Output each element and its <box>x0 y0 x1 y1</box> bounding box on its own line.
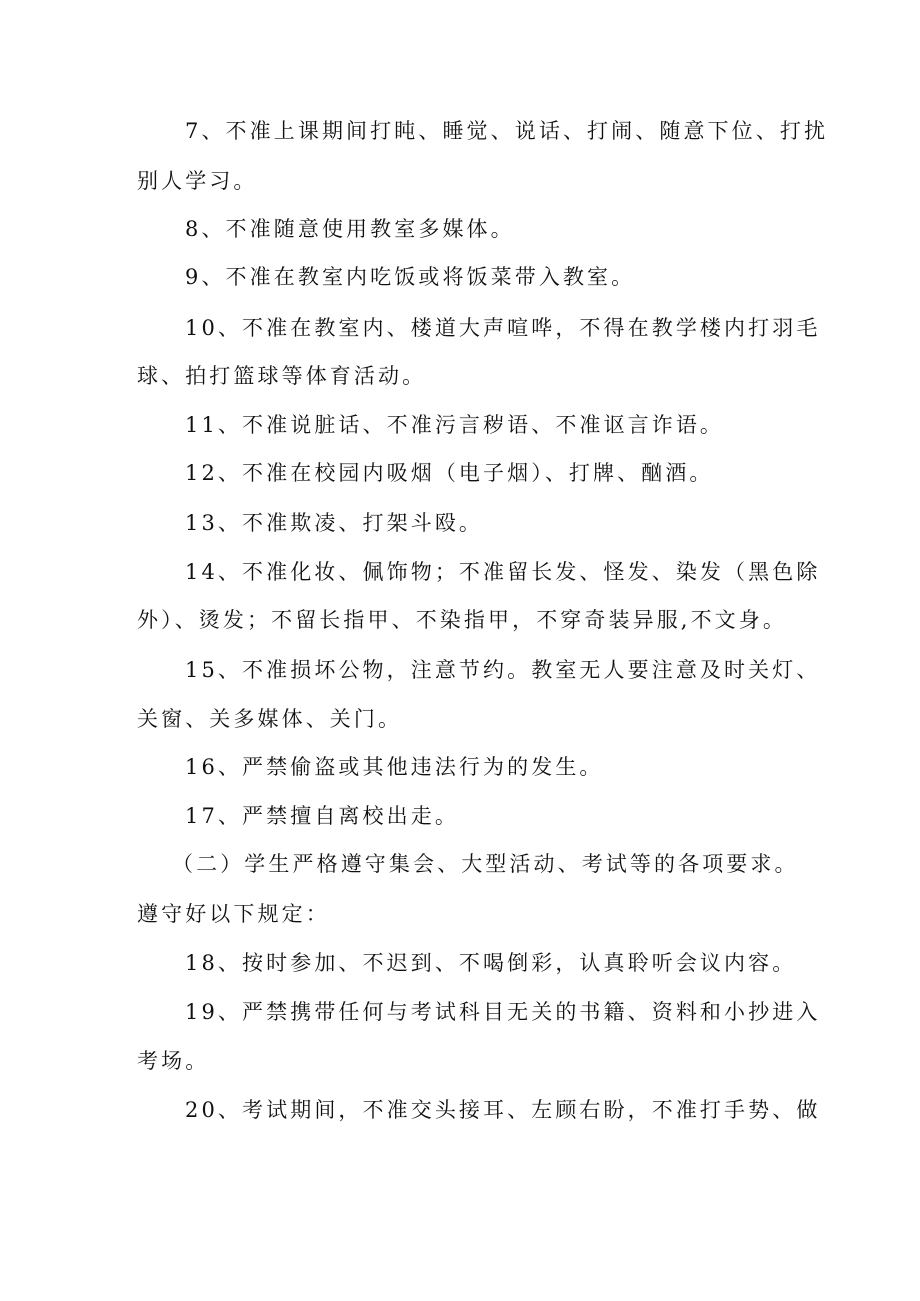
paragraph-19-line-1: 19、严禁携带任何与考试科目无关的书籍、资料和小抄进入 <box>185 1000 821 1024</box>
paragraph-18: 18、按时参加、不迟到、不喝倒彩，认真聆听会议内容。 <box>185 951 797 975</box>
paragraph-14-line-2: 外）、烫发；不留长指甲、不染指甲，不穿奇装异服,不文身。 <box>137 608 787 632</box>
section-2-heading-line-2: 遵守好以下规定： <box>137 902 330 926</box>
paragraph-17: 17、严禁擅自离校出走。 <box>185 804 459 828</box>
paragraph-15-line-1: 15、不准损坏公物，注意节约。教室无人要注意及时关灯、 <box>185 658 821 682</box>
paragraph-13: 13、不准欺凌、打架斗殴。 <box>185 511 484 535</box>
paragraph-16: 16、严禁偷盗或其他违法行为的发生。 <box>185 755 604 779</box>
paragraph-9: 9、不准在教室内吃饭或将饭菜带入教室。 <box>185 265 636 289</box>
paragraph-19-line-2: 考场。 <box>137 1049 210 1073</box>
paragraph-8: 8、不准随意使用教室多媒体。 <box>185 217 515 241</box>
section-2-heading-line-1: （二）学生严格遵守集会、大型活动、考试等的各项要求。 <box>172 852 799 876</box>
paragraph-15-line-2: 关窗、关多媒体、关门。 <box>137 707 403 731</box>
paragraph-7-line-1: 7、不准上课期间打盹、睡觉、说话、打闹、随意下位、打扰 <box>185 119 829 143</box>
paragraph-11: 11、不准说脏话、不准污言秽语、不准讴言诈语。 <box>185 413 725 437</box>
paragraph-7-line-2: 别人学习。 <box>137 169 258 193</box>
paragraph-10-line-2: 球、拍打篮球等体育活动。 <box>137 364 427 388</box>
paragraph-20: 20、考试期间，不准交头接耳、左顾右盼，不准打手势、做 <box>185 1098 821 1122</box>
paragraph-14-line-1: 14、不准化妆、佩饰物；不准留长发、怪发、染发（黑色除 <box>185 560 821 584</box>
paragraph-12: 12、不准在校园内吸烟（电子烟）、打牌、酗酒。 <box>185 461 714 485</box>
paragraph-10-line-1: 10、不准在教室内、楼道大声喧哗，不得在教学楼内打羽毛 <box>185 316 821 340</box>
